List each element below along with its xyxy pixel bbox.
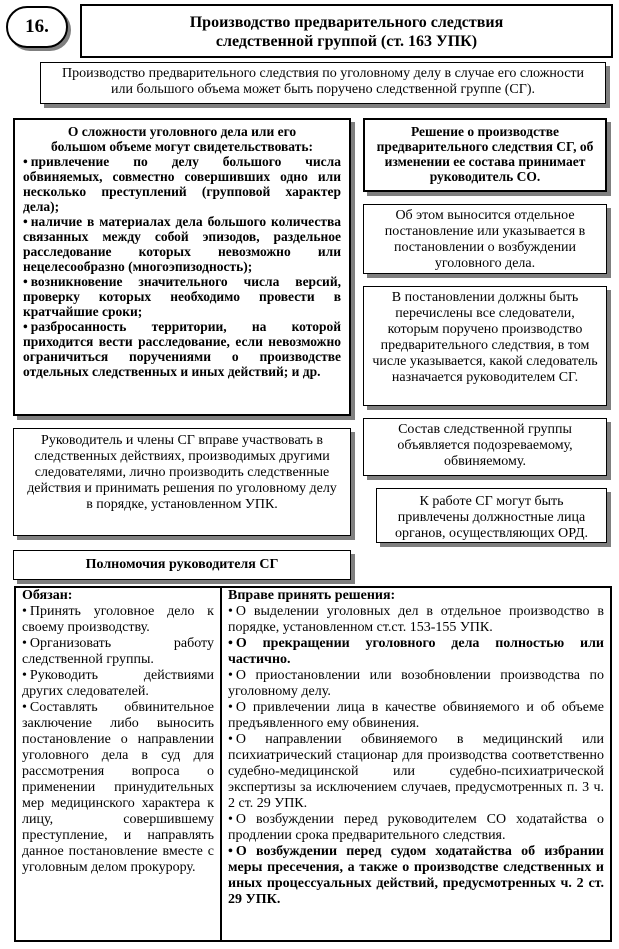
list-item: • О привлечении лица в качестве обвиняемого и об объеме предъявленного ему обвинения. [228, 700, 604, 731]
powers-heading-box [13, 550, 351, 580]
list-item: • О возбуждении перед руководителем СО ходатайства о продлении срока предварительного следствия. [228, 812, 604, 843]
list-item: • О возбуждении перед судом ходатайства об избрании меры пресечения, а также о производстве следственных и иных процессуальных действий, предусмотренных ч. 2 ст. 29 УПК. [228, 844, 604, 907]
obliged-column [22, 588, 214, 876]
intro-box [40, 62, 606, 104]
decision-text: Решение о производстве предварительного следствия СГ, об изменении ее состава принимает руководитель СО. [376, 124, 594, 184]
bullet-icon: • [228, 844, 233, 859]
complexity-box [13, 118, 351, 416]
ord-box [376, 488, 607, 543]
title-line-1: Производство предварительного следствия [189, 14, 504, 31]
list-item: • наличие в материалах дела большого количества связанных между собой эпизодов, раздельное расследование которых невозможно или нецелесообразно (многоэпизодность); [23, 214, 341, 274]
list-item: • Организовать работу следственной группы. [22, 636, 214, 667]
composition-text: Состав следственной группы объявляется подозреваемому, обвиняемому. [397, 422, 573, 469]
investigators-text: В постановлении должны быть перечислены все следователи, которым поручено производство предварительного следствия, в том числе указывается, какой следователь назначается руководителем СГ. [372, 290, 598, 385]
bullet-icon: • [228, 636, 233, 651]
section-number-badge: 16. [6, 6, 68, 48]
list-item: • привлечение по делу большого числа обвиняемых, совместно совершивших одно или несколько преступлений (групповой характер дела); [23, 154, 341, 214]
powers-heading: Полномочия руководителя СГ [85, 557, 279, 572]
bullet-icon: • [228, 732, 233, 747]
intro-text: Производство предварительного следствия по уголовному делу в случае его сложности или большого объема может быть поручено следственной группе (СГ). [61, 66, 585, 97]
title-line-2: следственной группой (ст. 163 УПК) [215, 33, 478, 50]
bullet-icon: • [22, 636, 27, 651]
members-text: Руководитель и члены СГ вправе участвовать в следственных действиях, производимых другими следователями, лично производить следственные действия и принимать решения по уголовному делу в порядке, установленном УПК. [27, 433, 337, 512]
rights-heading: Вправе принять решения: [228, 588, 396, 603]
list-item: • О направлении обвиняемого в медицинский или психиатрический стационар для производства соответственно судебно-медицинской или судебно-психиатрической экспертизы за исключением случаев, предусмотренных п. 3 ч. 2 ст. 29 УПК. [228, 732, 604, 811]
bullet-icon: • [228, 812, 233, 827]
complexity-list [23, 154, 341, 379]
list-item: • Руководить действиями других следователей. [22, 668, 214, 699]
page-title [80, 4, 613, 58]
list-item: • О приостановлении или возобновлении производства по уголовному делу. [228, 668, 604, 699]
list-item: • О прекращении уголовного дела полностью или частично. [228, 636, 604, 667]
ord-text: К работе СГ могут быть привлечены должностные лица органов, осуществляющих ОРД. [394, 494, 589, 541]
bullet-icon: • [228, 668, 233, 683]
decision-box [363, 118, 607, 192]
resolution-text: Об этом выносится отдельное постановление или указывается в постановлении о возбуждении уголовного дела. [384, 208, 586, 271]
bullet-icon: • [23, 274, 28, 289]
bullet-icon: • [23, 154, 28, 169]
members-box [13, 428, 351, 536]
composition-box [363, 418, 607, 476]
rights-column [228, 588, 604, 908]
investigators-box [363, 286, 607, 406]
list-item: • Составлять обвинительное заключение либо выносить постановление о направлении уголовного дела в суд для рассмотрения вопроса о применении принудительных мер медицинского характера к лицу, совершившему преступление, и направлять данное постановление вместе с уголовным делом прокурору. [22, 700, 214, 875]
obliged-list [22, 604, 214, 876]
bullet-icon: • [22, 668, 27, 683]
rights-list [228, 604, 604, 908]
bullet-icon: • [22, 604, 27, 619]
bullet-icon: • [23, 319, 28, 334]
resolution-box [363, 204, 607, 274]
bullet-icon: • [22, 700, 27, 715]
list-item: • возникновение значительного числа версий, проверку которых необходимо провести в кратчайшие сроки; [23, 274, 341, 319]
list-item: • О выделении уголовных дел в отдельное производство в порядке, установленном ст.ст. 153-155 УПК. [228, 604, 604, 635]
list-item: • разбросанность территории, на которой приходится вести расследование, если невозможно ограничиться поручениями о производстве отдельных следственных и иных действий; и др. [23, 319, 341, 379]
complexity-heading: О сложности уголовного дела или его большом объеме могут свидетельствовать: [51, 124, 313, 154]
list-item: • Принять уголовное дело к своему производству. [22, 604, 214, 635]
bullet-icon: • [228, 700, 233, 715]
powers-divider [220, 586, 222, 942]
obliged-heading: Обязан: [22, 588, 73, 603]
bullet-icon: • [23, 214, 28, 229]
bullet-icon: • [228, 604, 233, 619]
